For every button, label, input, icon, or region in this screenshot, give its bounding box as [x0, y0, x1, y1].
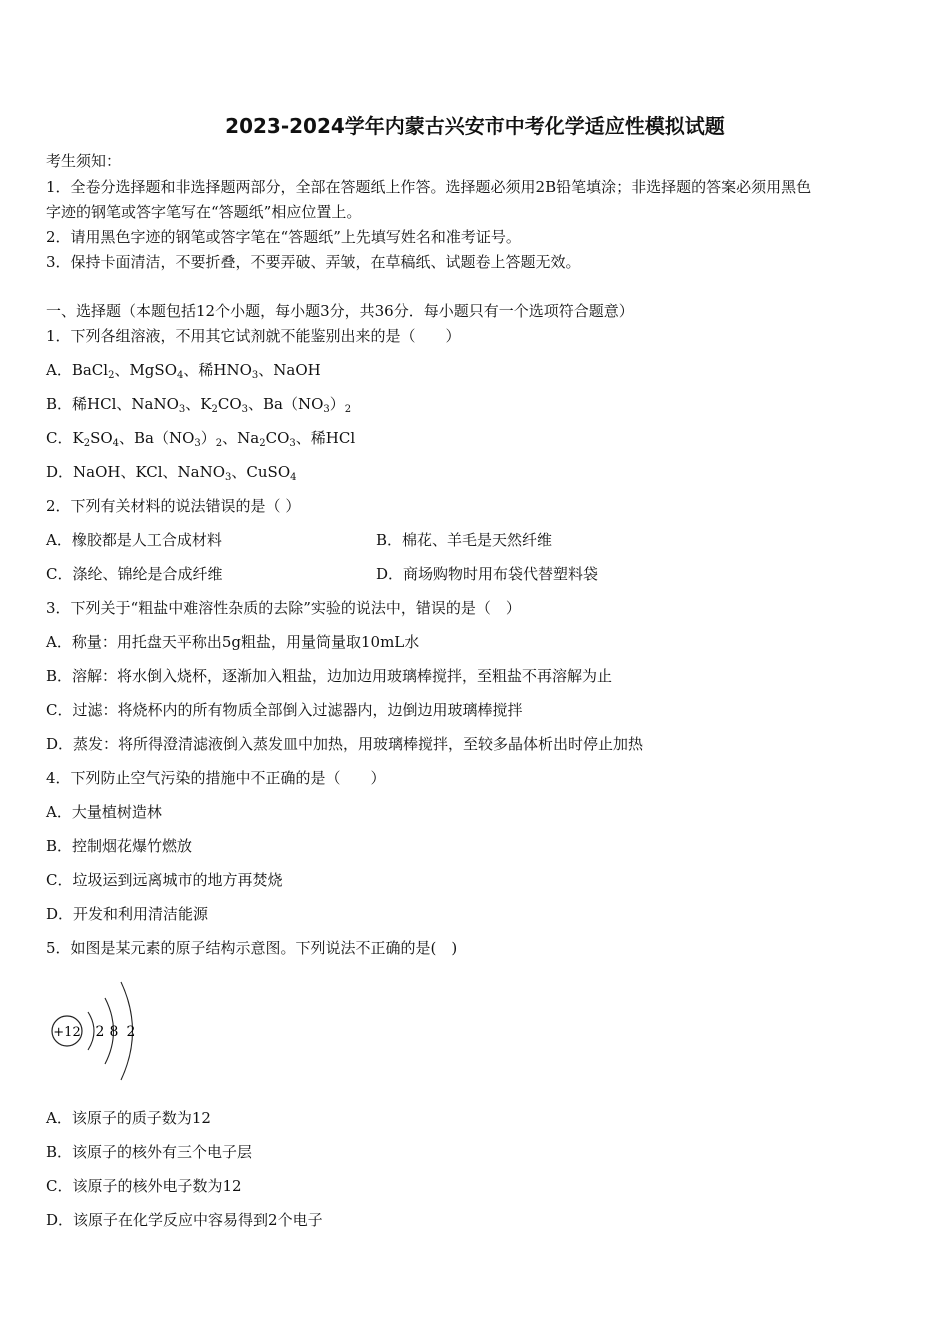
- q4-option-c: C．垃圾运到远离城市的地方再焚烧: [46, 871, 283, 889]
- q1-c-text: SO: [90, 429, 113, 447]
- q1-a-sub: 4: [177, 370, 184, 381]
- q1-c-text: 、Na: [222, 429, 260, 447]
- q3-stem: 3．下列关于“粗盐中难溶性杂质的去除”实验的说法中，错误的是（ ）: [46, 599, 521, 617]
- q5-stem: 5．如图是某元素的原子结构示意图。下列说法不正确的是( ): [46, 939, 458, 957]
- q1-c-sub: 2: [83, 438, 91, 449]
- notice-item-1: 1．全卷分选择题和非选择题两部分，全部在答题纸上作答。选择题必须用2B铅笔填涂；非选择题的答案必须用黑色: [46, 178, 812, 196]
- q5-option-d: D．该原子在化学反应中容易得到2个电子: [46, 1211, 323, 1229]
- q1-a-text: A．BaCl: [46, 361, 109, 379]
- shell-electrons-3: 2: [126, 1024, 136, 1040]
- q1-d-sub: 3: [225, 472, 232, 483]
- q3-option-d: D．蒸发：将所得澄清滤液倒入蒸发皿中加热，用玻璃棒搅拌，至较多晶体析出时停止加热: [46, 735, 644, 753]
- q5-option-b: B．该原子的核外有三个电子层: [46, 1143, 253, 1161]
- q2-option-d: D．商场购物时用布袋代替塑料袋: [376, 565, 599, 583]
- q1-b-sub: 2: [344, 404, 352, 415]
- shell-electrons-2: 8: [109, 1024, 119, 1040]
- page-title: 2023-2024学年内蒙古兴安市中考化学适应性模拟试题: [225, 114, 725, 138]
- q1-b-sub: 3: [323, 404, 330, 415]
- q1-a-sub: 3: [251, 370, 259, 381]
- q3-option-c: C．过滤：将烧杯内的所有物质全部倒入过滤器内，边倒边用玻璃棒搅拌: [46, 701, 523, 719]
- q1-b-text: 、Ba（NO: [248, 395, 324, 413]
- notice-item-3: 3．保持卡面清洁，不要折叠，不要弄破、弄皱，在草稿纸、试题卷上答题无效。: [46, 253, 581, 271]
- q3-option-a: A．称量：用托盘天平称出5g粗盐，用量筒量取10mL水: [46, 633, 420, 651]
- q1-c-sub: 3: [194, 438, 201, 449]
- q1-a-text: 、NaOH: [258, 361, 321, 379]
- q4-option-b: B．控制烟花爆竹燃放: [46, 837, 193, 855]
- q1-c-text: 、稀HCl: [295, 429, 356, 447]
- q1-option-a: [46, 360, 321, 386]
- notice-heading: 考生须知：: [46, 152, 122, 170]
- q1-c-text: ）: [200, 429, 216, 447]
- q1-c-text: 、Ba（NO: [119, 429, 195, 447]
- q1-c-text: CO: [265, 429, 290, 447]
- q1-d-sub: 4: [290, 472, 297, 483]
- q1-b-text: B．稀HCl、NaNO: [46, 395, 179, 413]
- q1-b-text: CO: [217, 395, 242, 413]
- q1-option-d: [46, 462, 297, 488]
- q1-c-sub: 3: [289, 438, 296, 449]
- q1-a-sub: 2: [108, 370, 115, 381]
- q1-a-text: 、MgSO: [114, 361, 177, 379]
- shell-arc-1: [88, 1012, 94, 1050]
- q4-stem: 4．下列防止空气污染的措施中不正确的是（ ）: [46, 769, 386, 787]
- atomic-structure-diagram: [48, 978, 144, 1084]
- q1-b-text: 、K: [185, 395, 212, 413]
- q1-c-text: C．K: [46, 429, 84, 447]
- q2-stem: 2．下列有关材料的说法错误的是（ ）: [46, 497, 301, 515]
- q1-stem: 1．下列各组溶液，不用其它试剂就不能鉴别出来的是（ ）: [46, 327, 461, 345]
- q2-option-b: B．棉花、羊毛是天然纤维: [376, 531, 553, 549]
- q4-option-d: D．开发和利用清洁能源: [46, 905, 209, 923]
- q2-option-a: A．橡胶都是人工合成材料: [46, 531, 222, 549]
- shell-electrons-1: 2: [95, 1024, 105, 1040]
- q2-option-c: C．涤纶、锦纶是合成纤维: [46, 565, 223, 583]
- section-heading: 一、选择题（本题包括12个小题，每小题3分，共36分．每小题只有一个选项符合题意）: [46, 302, 634, 320]
- q4-option-a: A．大量植树造林: [46, 803, 162, 821]
- nucleus-charge: +12: [53, 1025, 81, 1040]
- q1-a-text: 、稀HNO: [183, 361, 252, 379]
- q1-b-sub: 3: [178, 404, 186, 415]
- q1-d-text: D．NaOH、KCl、NaNO: [46, 463, 226, 481]
- q1-c-sub: 4: [112, 438, 120, 449]
- q1-option-b: [46, 394, 351, 420]
- q1-c-sub: 2: [259, 438, 266, 449]
- notice-item-2: 2．请用黑色字迹的钢笔或答字笔在“答题纸”上先填写姓名和准考证号。: [46, 228, 521, 246]
- q1-b-sub: 2: [211, 404, 218, 415]
- q1-b-text: ）: [329, 395, 345, 413]
- q1-c-sub: 2: [215, 438, 223, 449]
- notice-item-1-cont: 字迹的钢笔或答字笔写在“答题纸”相应位置上。: [46, 203, 362, 221]
- q1-d-text: 、CuSO: [231, 463, 291, 481]
- q5-option-c: C．该原子的核外电子数为12: [46, 1177, 242, 1195]
- q1-option-c: [46, 428, 355, 454]
- q1-b-sub: 3: [241, 404, 248, 415]
- q5-option-a: A．该原子的质子数为12: [46, 1109, 211, 1127]
- q3-option-b: B．溶解：将水倒入烧杯，逐渐加入粗盐，边加边用玻璃棒搅拌，至粗盐不再溶解为止: [46, 667, 613, 685]
